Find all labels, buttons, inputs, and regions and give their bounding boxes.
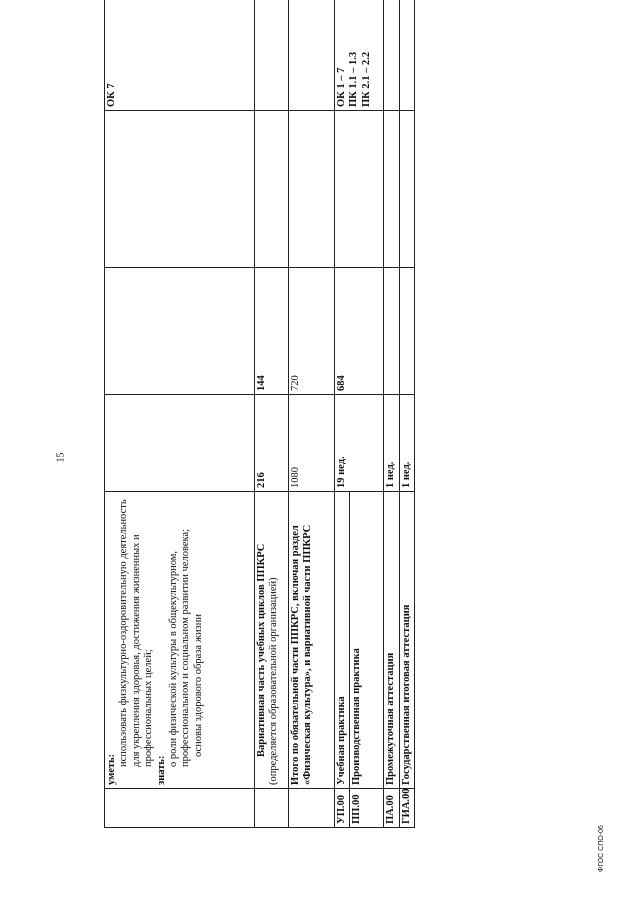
max-hours-cell: 1080 xyxy=(289,395,335,492)
competence-ok: ОК 1 – 7 xyxy=(336,67,347,107)
discipline-cell xyxy=(384,111,399,268)
description-cell: Производственная практика xyxy=(350,492,384,789)
description-cell: Учебная практика xyxy=(335,492,350,789)
discipline-cell xyxy=(289,111,335,268)
code-cell: ПА.00 xyxy=(384,789,399,828)
competence-pk2: ПК 2.1 – 2.2 xyxy=(360,51,372,107)
code-cell xyxy=(255,789,289,828)
discipline-cell xyxy=(399,111,414,268)
table-row xyxy=(384,0,399,828)
code-cell: УП.00 xyxy=(335,789,350,828)
competence-cell xyxy=(255,0,289,111)
weeks-cell: 19 нед. xyxy=(335,395,384,492)
description-cell: Промежуточная аттестация xyxy=(384,492,399,789)
description-cell xyxy=(255,492,289,789)
table-row xyxy=(255,0,289,828)
competence-cell xyxy=(335,0,384,111)
footer-doc-code: ФГОС СПО-06 xyxy=(598,825,605,872)
discipline-cell xyxy=(105,111,255,268)
rotated-table-wrapper xyxy=(104,26,414,828)
hours-cell: 720 xyxy=(289,268,335,395)
hours-cell xyxy=(384,268,399,395)
competence-cell xyxy=(289,0,335,111)
skill-text: использовать физкультурно-оздоровительную деятельность для укрепления здоровья, достижения жизненных и профессиональных целей; xyxy=(118,499,155,767)
max-hours-cell: 216 xyxy=(255,395,289,492)
max-hours-cell xyxy=(105,395,255,492)
know-text-2: основы здорового образа жизни xyxy=(192,614,204,757)
table-row xyxy=(399,0,414,828)
table-row xyxy=(335,0,350,828)
hours-cell: 144 xyxy=(255,268,289,395)
hours-cell: 684 xyxy=(335,268,384,395)
description-cell: Итого по обязательной части ППКРС, включая раздел «Физическая культура», и вариативной части ППКРС xyxy=(289,492,335,789)
code-cell: ГИА.00 xyxy=(399,789,414,828)
description-cell: Государственная итоговая аттестация xyxy=(399,492,414,789)
skill-heading: уметь: xyxy=(106,753,117,785)
know-text-1: о роли физической культуры в общекультурном, профессиональном и социальном развитии человека; xyxy=(167,528,192,767)
competence-cell xyxy=(384,0,399,111)
competence-cell: ОК 7 xyxy=(105,0,255,111)
variative-title: Вариативная часть учебных циклов ППКРС xyxy=(256,543,267,757)
weeks-cell: 1 нед. xyxy=(384,395,399,492)
curriculum-table xyxy=(104,0,415,828)
discipline-cell xyxy=(335,111,384,268)
variative-note: (определяется образовательной организацией) xyxy=(268,577,280,785)
know-heading: знать: xyxy=(155,755,167,785)
code-cell: ПП.00 xyxy=(350,789,384,828)
code-cell xyxy=(105,789,255,828)
weeks-cell: 1 нед. xyxy=(399,395,414,492)
table-row xyxy=(105,0,255,828)
discipline-cell xyxy=(255,111,289,268)
description-cell xyxy=(105,492,255,789)
competence-pk1: ПК 1.1 – 1.3 xyxy=(348,51,360,107)
table-row xyxy=(289,0,335,828)
hours-cell xyxy=(105,268,255,395)
code-cell xyxy=(289,789,335,828)
competence-cell xyxy=(399,0,414,111)
hours-cell xyxy=(399,268,414,395)
page-number: 15 xyxy=(55,452,67,463)
